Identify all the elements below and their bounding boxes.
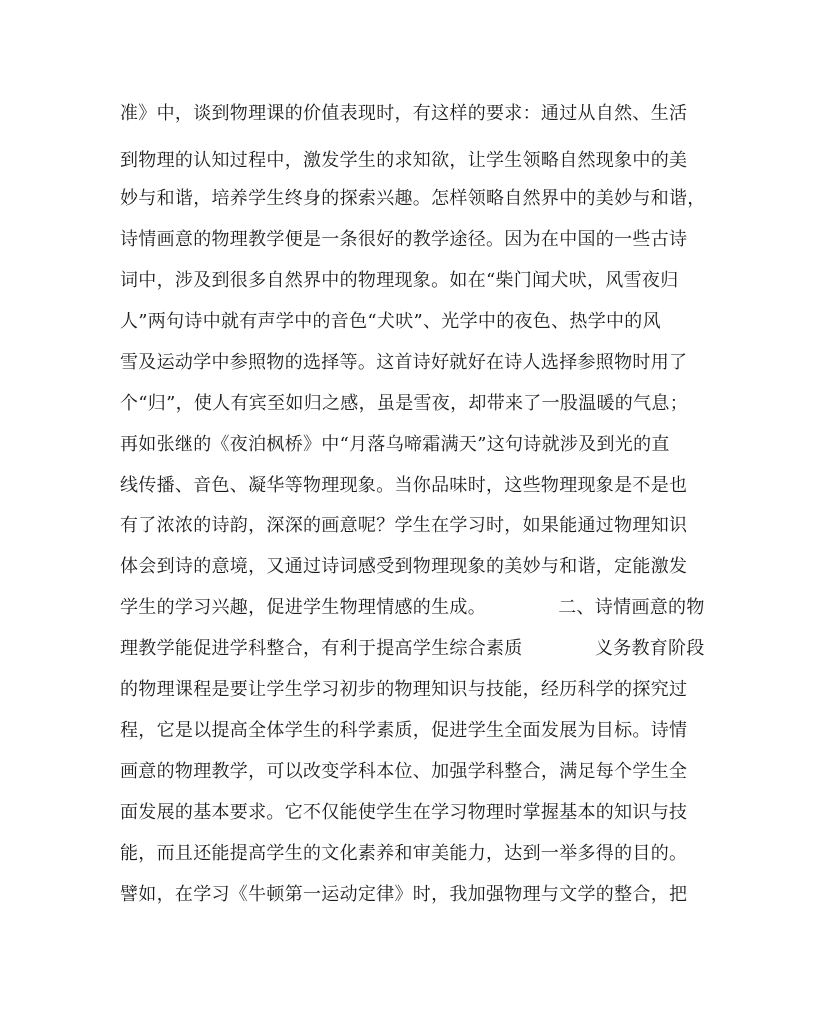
text-line: 个“归”，使人有宾至如归之感，虽是雪夜，却带来了一股温暖的气息； [120, 393, 689, 414]
text-line: 体会到诗的意境，又通过诗词感受到物理现象的美妙与和谐，定能激发 [120, 556, 688, 577]
text-line: 的物理课程是要让学生学习初步的物理知识与技能，经历科学的探究过 [120, 679, 688, 700]
text-line: 学生的学习兴趣，促进学生物理情感的生成。 二、诗情画意的物 [120, 597, 705, 618]
text-line: 面发展的基本要求。它不仅能使学生在学习物理时掌握基本的知识与技 [120, 802, 688, 823]
text-line: 譬如，在学习《牛顿第一运动定律》时，我加强物理与文学的整合，把 [120, 884, 688, 905]
text-line: 到物理的认知过程中，激发学生的求知欲，让学生领略自然现象中的美 [120, 150, 688, 171]
text-line: 诗情画意的物理教学便是一条很好的教学途径。因为在中国的一些古诗 [120, 229, 688, 250]
text-line: 再如张继的《夜泊枫桥》中“月落乌啼霜满天”这句诗就涉及到光的直 [120, 434, 670, 455]
text-line: 线传播、音色、凝华等物理现象。当你品味时，这些物理现象是不是也 [120, 475, 688, 496]
text-line: 能，而且还能提高学生的文化素养和审美能力，达到一举多得的目的。 [120, 843, 688, 864]
text-line: 准》中，谈到物理课的价值表现时，有这样的要求：通过从自然、生活 [120, 103, 688, 124]
text-line: 画意的物理教学，可以改变学科本位、加强学科整合，满足每个学生全 [120, 761, 688, 782]
text-line: 词中，涉及到很多自然界中的物理现象。如在“柴门闻犬吠，风雪夜归 [120, 270, 679, 291]
text-line: 理教学能促进学科整合，有利于提高学生综合素质 义务教育阶段 [120, 638, 705, 659]
text-line: 人”两句诗中就有声学中的音色“犬吠”、光学中的夜色、热学中的风 [120, 311, 661, 332]
text-line: 有了浓浓的诗韵，深深的画意呢？学生在学习时，如果能通过物理知识 [120, 515, 688, 536]
text-line: 雪及运动学中参照物的选择等。这首诗好就好在诗人选择参照物时用了 [120, 352, 688, 373]
text-line: 妙与和谐，培养学生终身的探索兴趣。怎样领略自然界中的美妙与和谐， [120, 188, 706, 209]
text-line: 程，它是以提高全体学生的科学素质，促进学生全面发展为目标。诗情 [120, 720, 688, 741]
